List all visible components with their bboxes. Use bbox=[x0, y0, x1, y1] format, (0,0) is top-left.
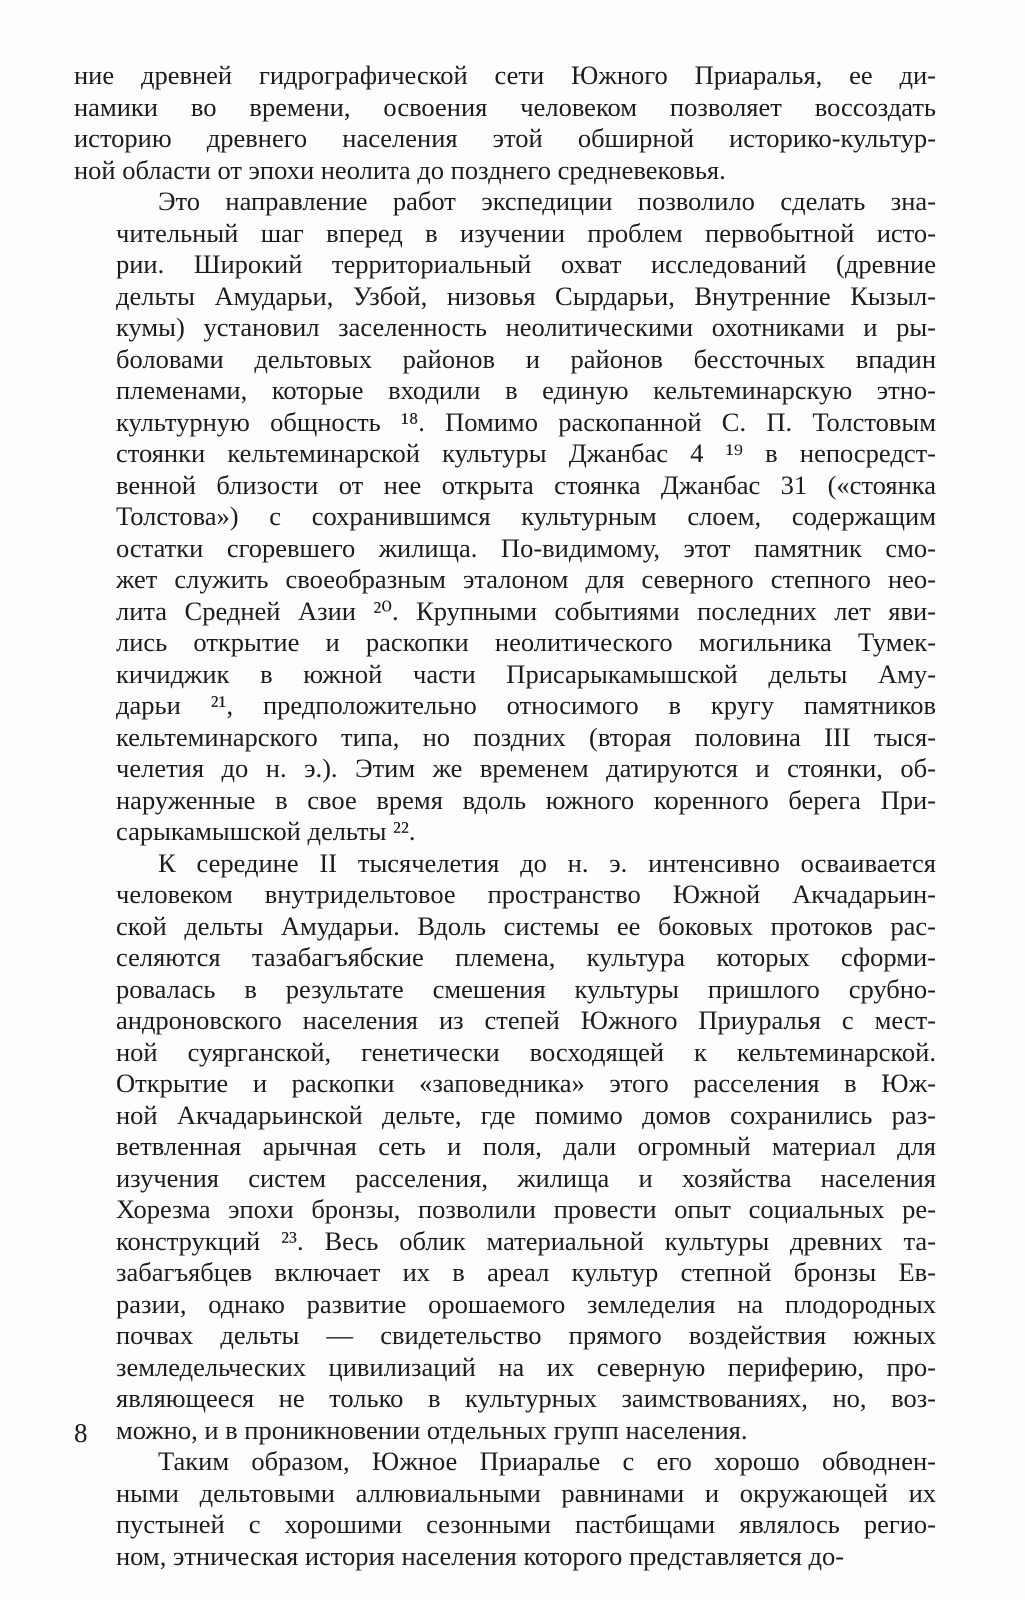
text-line: являющееся не только в культурных заимствованиях, но, воз- bbox=[116, 1383, 936, 1413]
text-line: ской дельты Амударьи. Вдоль системы ее боковых протоков рас- bbox=[116, 910, 936, 941]
text-line: культурную общность ¹⁸. Помимо раскопанной С. П. Толстовым bbox=[116, 406, 936, 437]
text-line: Открытие и раскопки «заповедника» этого расселения в Юж- bbox=[116, 1068, 936, 1098]
text-line: племенами, которые входили в единую кельтеминарскую этно- bbox=[116, 375, 936, 405]
text-line: кельтеминарского типа, но поздних (вторая половина III тыся- bbox=[116, 721, 936, 752]
text-line: боловами дельтовых районов и районов бессточных впадин bbox=[116, 343, 936, 374]
text-line: ной суярганской, генетически восходящей к кельтеминарской. bbox=[116, 1036, 936, 1067]
text-line: челетия до н. э.). Этим же временем датируются и стоянки, об- bbox=[116, 753, 936, 783]
text-line: венной близости от нее открыта стоянка Джанбас 31 («стоянка bbox=[116, 469, 936, 500]
text-line: ными дельтовыми аллювиальными равнинами и окружающей их bbox=[116, 1477, 936, 1508]
text-line: земледельческих цивилизаций на их северную периферию, про- bbox=[116, 1351, 936, 1382]
text-line: ной Акчадарьинской дельте, где помимо домов сохранились раз- bbox=[116, 1099, 936, 1130]
paragraph bbox=[74, 186, 936, 848]
text-line: Таким образом, Южное Приаралье с его хорошо обводнен- bbox=[158, 1446, 936, 1476]
text-line: человеком внутридельтовое пространство Южной Акчадарьин- bbox=[116, 879, 936, 909]
text-line: лита Средней Азии ²⁰. Крупными событиями последних лет яви- bbox=[116, 595, 936, 626]
text-line: дарьи ²¹, предположительно относимого в кругу памятников bbox=[116, 690, 936, 720]
text-line: сарыкамышской дельты ²². bbox=[116, 816, 416, 846]
text-line: лись открытие и раскопки неолитического могильника Тумек- bbox=[116, 627, 936, 657]
text-line: наруженные в свое время вдоль южного коренного берега При- bbox=[116, 784, 936, 815]
text-line: чительный шаг вперед в изучении проблем первобытной исто- bbox=[116, 217, 936, 248]
text-line: изучения систем расселения, жилища и хозяйства населения bbox=[116, 1162, 936, 1193]
text-line: дельты Амударьи, Узбой, низовья Сырдарьи, Внутренние Кызыл- bbox=[116, 280, 936, 311]
text-line: остатки сгоревшего жилища. По-видимому, этот памятник смо- bbox=[116, 532, 936, 563]
paragraph bbox=[74, 848, 936, 1447]
text-line: ветвленная арычная сеть и поля, дали огромный материал для bbox=[116, 1131, 936, 1161]
text-line: жет служить своеобразным эталоном для северного степного нео- bbox=[116, 564, 936, 594]
text-line: рии. Широкий территориальный охват исследований (древние bbox=[116, 249, 936, 279]
text-line: намики во времени, освоения человеком позволяет воссоздать bbox=[74, 91, 936, 122]
text-line: ние древней гидрографической сети Южного Приаралья, ее ди- bbox=[74, 60, 936, 90]
text-line: стоянки кельтеминарской культуры Джанбас 4 ¹⁹ в непосредст- bbox=[116, 438, 936, 468]
body-text bbox=[74, 60, 936, 1572]
text-line: кумы) установил заселенность неолитическими охотниками и ры- bbox=[116, 312, 936, 342]
text-line: ной области от эпохи неолита до позднего средневековья. bbox=[74, 154, 726, 185]
text-line: селяются тазабагъябские племена, культура которых сформи- bbox=[116, 942, 936, 972]
text-line: забагъябцев включает их в ареал культур степной бронзы Ев- bbox=[116, 1257, 936, 1287]
paragraph bbox=[74, 1446, 936, 1572]
text-line: К середине II тысячелетия до н. э. интенсивно осваивается bbox=[158, 847, 936, 878]
text-line: ровалась в результате смешения культуры пришлого срубно- bbox=[116, 973, 936, 1004]
text-line: почвах дельты — свидетельство прямого воздействия южных bbox=[116, 1320, 936, 1350]
text-line: разии, однако развитие орошаемого земледелия на плодородных bbox=[116, 1288, 936, 1319]
paragraph bbox=[74, 60, 936, 186]
text-line: андроновского населения из степей Южного Приуралья с мест- bbox=[116, 1005, 936, 1035]
text-line: конструкций ²³. Весь облик материальной культуры древних та- bbox=[116, 1225, 936, 1256]
page-number: 8 bbox=[74, 1418, 88, 1448]
text-line: историю древнего населения этой обширной историко-культур- bbox=[74, 123, 936, 153]
text-line: ном, этническая история населения которого представляется до- bbox=[116, 1540, 845, 1571]
text-line: пустыней с хорошими сезонными пастбищами являлось регио- bbox=[116, 1509, 936, 1539]
text-line: Толстова») с сохранившимся культурным слоем, содержащим bbox=[116, 501, 936, 531]
text-line: Хорезма эпохи бронзы, позволили провести опыт социальных ре- bbox=[116, 1194, 936, 1224]
text-line: кичиджик в южной части Присарыкамышской дельты Аму- bbox=[116, 658, 936, 689]
text-line: можно, и в проникновении отдельных групп населения. bbox=[116, 1414, 748, 1445]
text-line: Это направление работ экспедиции позволило сделать зна- bbox=[158, 186, 936, 216]
